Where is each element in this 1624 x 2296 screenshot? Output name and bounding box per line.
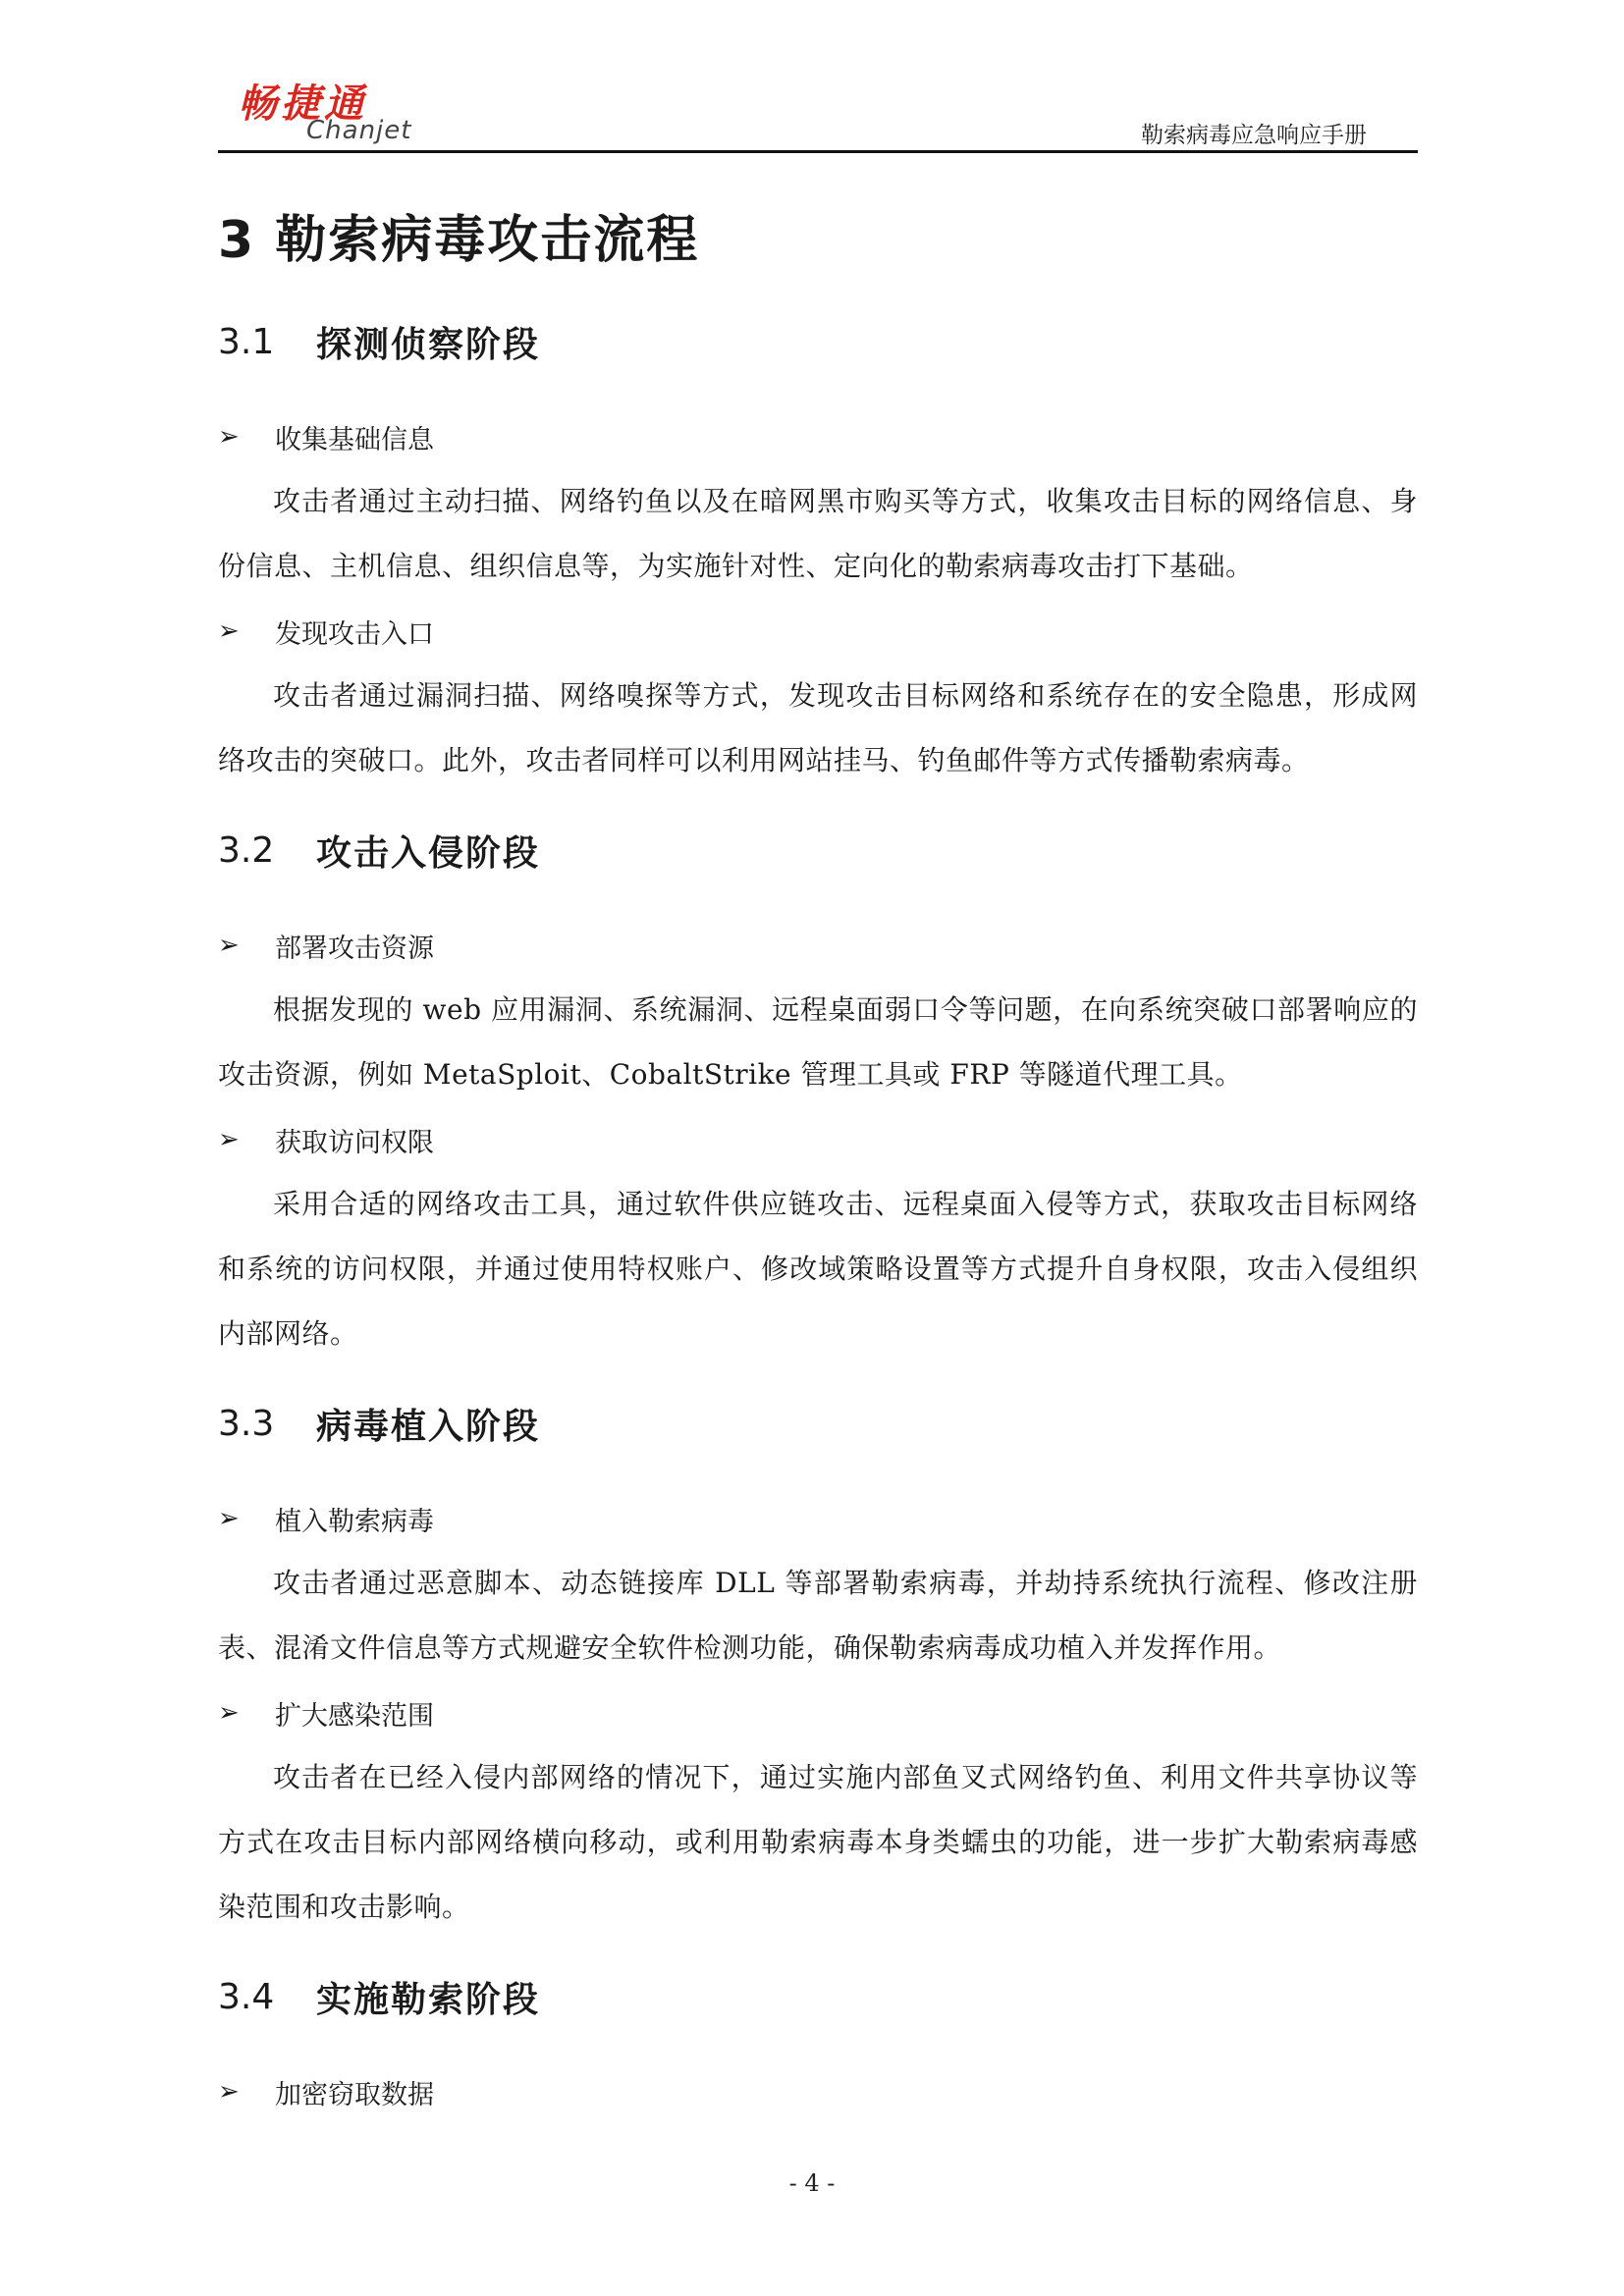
- bullet-label: 植入勒索病毒: [275, 1506, 434, 1537]
- page-header: [218, 65, 1418, 153]
- bullet-label: 获取访问权限: [275, 1127, 434, 1158]
- paragraph: 攻击者通过恶意脚本、动态链接库 DLL 等部署勒索病毒，并劫持系统执行流程、修改注册表、混淆文件信息等方式规避安全软件检测功能，确保勒索病毒成功植入并发挥作用。: [218, 1567, 1418, 1664]
- arrow-bullet-icon: ➢: [218, 1698, 240, 1728]
- bullet-label: 发现攻击入口: [275, 618, 434, 650]
- bullet-item: [218, 2059, 1418, 2124]
- bullet-label: 扩大感染范围: [275, 1700, 434, 1732]
- section-title: 病毒植入阶段: [316, 1406, 541, 1447]
- bullet-item: [218, 913, 1418, 978]
- paragraph: 攻击者在已经入侵内部网络的情况下，通过实施内部鱼叉式网络钓鱼、利用文件共享协议等方式在攻击目标内部网络横向移动，或利用勒索病毒本身类蠕虫的功能，进一步扩大勒索病毒感染范围和攻击影响。: [218, 1761, 1418, 1923]
- company-logo: 畅捷通: [238, 81, 367, 127]
- section-title: 实施勒索阶段: [316, 1979, 541, 2020]
- bullet-item: [218, 1107, 1418, 1172]
- paragraph: 攻击者通过漏洞扫描、网络嗅探等方式，发现攻击目标网络和系统存在的安全隐患，形成网络攻击的突破口。此外，攻击者同样可以利用网站挂马、钓鱼邮件等方式传播勒索病毒。: [218, 679, 1418, 776]
- bullet-item: [218, 404, 1418, 469]
- page-number: - 4 -: [788, 2169, 836, 2197]
- paragraph: 攻击者通过主动扫描、网络钓鱼以及在暗网黑市购买等方式，收集攻击目标的网络信息、身份信息、主机信息、组织信息等，为实施针对性、定向化的勒索病毒攻击打下基础。: [218, 485, 1418, 582]
- section-title: 探测侦察阶段: [316, 324, 541, 365]
- arrow-bullet-icon: ➢: [218, 422, 240, 452]
- section-number: 3.2: [218, 829, 275, 871]
- bullet-label: 收集基础信息: [275, 424, 434, 455]
- section-heading: [218, 1378, 1418, 1468]
- bullet-label: 加密窃取数据: [275, 2079, 434, 2110]
- arrow-bullet-icon: ➢: [218, 931, 240, 960]
- arrow-bullet-icon: ➢: [218, 1504, 240, 1533]
- bullet-item: [218, 1681, 1418, 1745]
- arrow-bullet-icon: ➢: [218, 2077, 240, 2107]
- section-number: 3.4: [218, 1976, 275, 2017]
- section-number: 3.1: [218, 321, 275, 362]
- paragraph: 根据发现的 web 应用漏洞、系统漏洞、远程桌面弱口令等问题，在向系统突破口部署响应的攻击资源，例如 MetaSploit、CobaltStrike 管理工具或 FRP 等隧道代理工具。: [218, 993, 1418, 1091]
- section-heading: [218, 296, 1418, 387]
- section-title: 攻击入侵阶段: [316, 832, 541, 874]
- arrow-bullet-icon: ➢: [218, 1125, 240, 1154]
- section-heading: [218, 805, 1418, 895]
- paragraph: 采用合适的网络攻击工具，通过软件供应链攻击、远程桌面入侵等方式，获取攻击目标网络和系统的访问权限，并通过使用特权账户、修改域策略设置等方式提升自身权限，攻击入侵组织内部网络。: [218, 1188, 1418, 1350]
- document-title: 勒索病毒应急响应手册: [1141, 123, 1367, 148]
- section-heading: [218, 1951, 1418, 2042]
- company-logo-english: Chanjet: [306, 116, 412, 145]
- section-number: 3.3: [218, 1403, 275, 1444]
- bullet-item: [218, 1486, 1418, 1551]
- bullet-label: 部署攻击资源: [275, 933, 434, 964]
- header-divider: [218, 150, 1418, 153]
- arrow-bullet-icon: ➢: [218, 616, 240, 646]
- bullet-item: [218, 599, 1418, 664]
- chapter-title: 3 勒索病毒攻击流程: [218, 211, 700, 270]
- page-body: [218, 196, 1418, 2124]
